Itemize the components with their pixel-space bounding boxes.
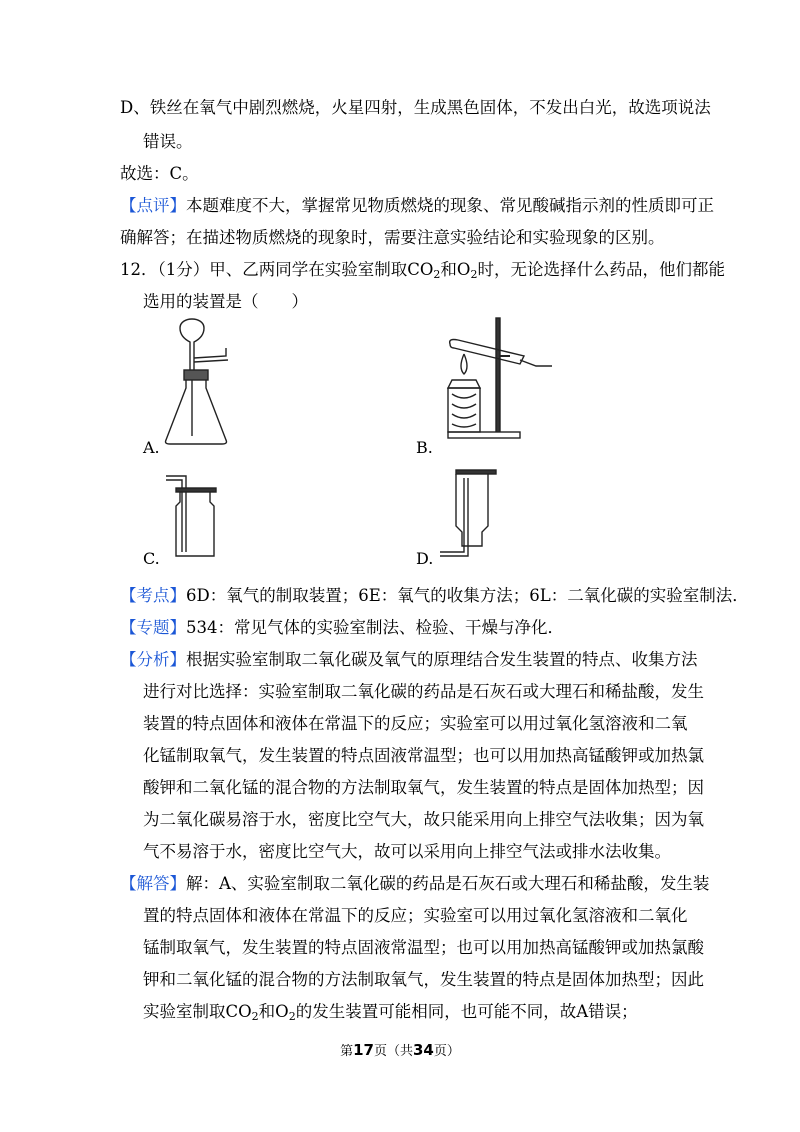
question-line: 选用的装置是（ ） [143, 292, 308, 311]
subscript: 2 [433, 268, 441, 281]
text-line: 错误。 [143, 132, 193, 151]
jieda-tag: 【解答】 [120, 874, 186, 893]
flask-apparatus-figure [160, 318, 240, 450]
footer-text: 页（共 [373, 1044, 413, 1059]
option-label-c: C. [143, 549, 160, 568]
question-text: 时，无论选择什么药品，他们都能 [477, 260, 725, 279]
fenxi-tag: 【分析】 [120, 650, 186, 669]
fenxi-paragraph [120, 648, 698, 672]
footer-text: 页） [433, 1044, 460, 1059]
text-line: D、铁丝在氧气中剧烈燃烧，火星四射，生成黑色固体，不发出白光，故选项说法 [120, 98, 711, 117]
zhuanti-tag: 【专题】 [120, 618, 186, 637]
text-line: 确解答；在描述物质燃烧的现象时，需要注意实验结论和实验现象的区别。 [120, 228, 665, 247]
text-line: 化锰制取氧气，发生装置的特点固液常温型；也可以用加热高锰酸钾或加热氯 [143, 746, 704, 765]
text-line: 酸钾和二氧化锰的混合物的方法制取氧气，发生装置的特点是固体加热型；因 [143, 778, 704, 797]
text-line: 装置的特点固体和液体在常温下的反应；实验室可以用过氧化氢溶液和二氧 [143, 714, 688, 733]
kaodian-paragraph [120, 584, 749, 608]
fenxi-text: 根据实验室制取二氧化碳及氧气的原理结合发生装置的特点、收集方法 [186, 650, 698, 669]
question-text: 和O [440, 260, 471, 279]
heating-apparatus-figure [440, 312, 560, 444]
review-text: 本题难度不大，掌握常见物质燃烧的现象、常见酸碱指示剂的性质即可正 [186, 196, 714, 215]
subscript: 2 [288, 1010, 296, 1023]
jieda-text: 解：A、实验室制取二氧化碳的药品是石灰石或大理石和稀盐酸，发生装 [186, 874, 710, 893]
kaodian-tag: 【考点】 [120, 586, 186, 605]
footer-text: 第 [340, 1044, 354, 1059]
option-label-b: B. [416, 438, 433, 457]
jieda-paragraph [120, 872, 709, 896]
total-pages: 34 [413, 1041, 434, 1059]
page-footer [0, 1040, 800, 1059]
text-line: 气不易溶于水，密度比空气大，故可以采用向上排空气法或排水法收集。 [143, 842, 671, 861]
subscript: 2 [251, 1010, 259, 1023]
collection-bottle-d-figure [440, 466, 500, 562]
option-label-d: D. [416, 549, 434, 568]
zhuanti-text: 534：常见气体的实验室制法、检验、干燥与净化． [186, 618, 564, 637]
kaodian-text: 6D：氧气的制取装置；6E：氧气的收集方法；6L：二氧化碳的实验室制法． [186, 586, 749, 605]
text-line: 钾和二氧化锰的混合物的方法制取氧气，发生装置的特点是固体加热型；因此 [143, 970, 704, 989]
collection-bottle-c-figure [162, 472, 222, 558]
question-text: 12．（1分）甲、乙两同学在实验室制取CO [120, 260, 434, 279]
text-line: 置的特点固体和液体在常温下的反应；实验室可以用过氧化氢溶液和二氧化 [143, 906, 688, 925]
text-line: 锰制取氧气，发生装置的特点固液常温型；也可以用加热高锰酸钾或加热氯酸 [143, 938, 704, 957]
page-number: 17 [353, 1041, 374, 1059]
review-tag: 【点评】 [120, 196, 186, 215]
text-line: 故选：C。 [120, 164, 199, 183]
jieda-text: 的发生装置可能相同，也可能不同，故A错误； [295, 1002, 638, 1021]
subscript: 2 [470, 268, 478, 281]
text-line: 进行对比选择：实验室制取二氧化碳的药品是石灰石或大理石和稀盐酸，发生 [143, 682, 704, 701]
review-paragraph [120, 194, 714, 218]
text-line: 为二氧化碳易溶于水，密度比空气大，故只能采用向上排空气法收集；因为氧 [143, 810, 704, 829]
jieda-text: 和O [258, 1002, 289, 1021]
text-line [143, 1000, 638, 1024]
option-label-a: A. [143, 438, 160, 457]
jieda-text: 实验室制取CO [143, 1002, 252, 1021]
question-line [120, 258, 725, 282]
zhuanti-paragraph [120, 616, 564, 640]
